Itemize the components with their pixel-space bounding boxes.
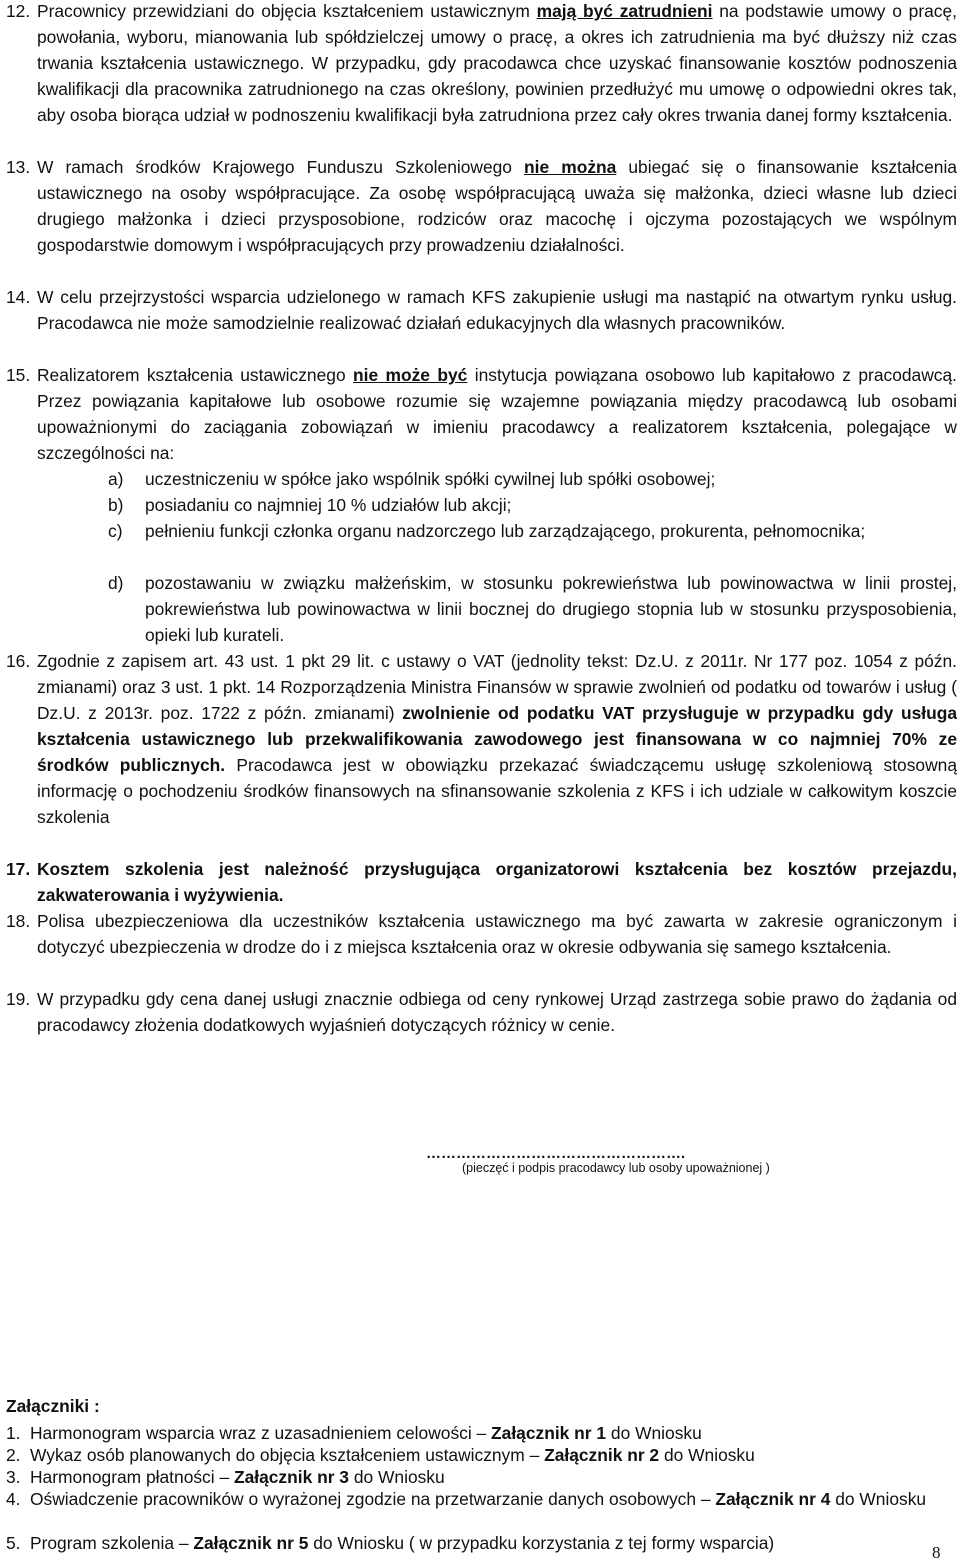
paragraph-number: 19. bbox=[6, 989, 31, 1009]
signature-line: ……………………………………………. bbox=[426, 1145, 686, 1162]
subitem-d bbox=[108, 570, 957, 648]
paragraph-13 bbox=[6, 154, 957, 258]
attachment-number: 3. bbox=[6, 1467, 21, 1487]
paragraph-number: 16. bbox=[6, 651, 31, 671]
paragraph-text: Polisa ubezpieczeniowa dla uczestników kształcenia ustawicznego ma być zawarta w zakresie ograniczonym i dotyczyć ubezpieczenia w drodze do i z miejsca kształcenia oraz w okresie odbywania się samego kształcenia. bbox=[37, 911, 957, 957]
paragraph-17 bbox=[6, 856, 957, 908]
attachment-item: 3. Harmonogram płatności – Załącznik nr 3 do Wniosku bbox=[6, 1467, 445, 1487]
subitem-text: uczestniczeniu w spółce jako wspólnik spółki cywilnej lub spółki osobowej; bbox=[145, 469, 716, 489]
paragraph-12 bbox=[6, 0, 957, 128]
paragraph-19 bbox=[6, 986, 957, 1038]
subitem-c bbox=[108, 518, 957, 544]
paragraph-18 bbox=[6, 908, 957, 960]
subitem-text: pełnieniu funkcji członka organu nadzorczego lub zarządzającego, prokurenta, pełnomocnika; bbox=[145, 521, 866, 541]
attachment-item: 5. Program szkolenia – Załącznik nr 5 do Wniosku ( w przypadku korzystania z tej formy wsparcia) bbox=[6, 1533, 775, 1553]
subitem-a bbox=[108, 466, 957, 492]
subitem-label: a) bbox=[108, 469, 124, 489]
attachment-number: 1. bbox=[6, 1423, 21, 1443]
paragraph-number: 12. bbox=[6, 1, 31, 21]
paragraph-14 bbox=[6, 284, 957, 336]
attachment-number: 4. bbox=[6, 1489, 21, 1509]
paragraph-text: W celu przejrzystości wsparcia udzielonego w ramach KFS zakupienie usługi ma nastąpić na otwartym rynku usług. Pracodawca nie może samodzielnie realizować działań edukacyjnych dla własnych pracowników. bbox=[37, 287, 957, 333]
paragraph-16 bbox=[6, 648, 957, 830]
emphasis-text: nie można bbox=[524, 157, 617, 177]
paragraph-text: Pracownicy przewidziani do objęcia kształceniem ustawicznym mają być zatrudnieni na podstawie umowy o pracę, powołania, wyboru, mianowania lub spółdzielczej umowy o pracę, a okres ich zatrudnienia ma być dłuższy niż czas trwania kształcenia ustawicznego. W przypadku, gdy pracodawca chce uzyskać finansowanie kosztów podnoszenia kwalifikacji dla pracownika zatrudnionego na czas określony, powinien przedłużyć mu umowę o odpowiedni okres tak, aby osoba biorąca udział w podnoszeniu kwalifikacji była zatrudniona przez cały okres trwania danej formy kształcenia. bbox=[37, 1, 957, 125]
attachment-number: 5. bbox=[6, 1533, 21, 1553]
subitem-label: d) bbox=[108, 573, 124, 593]
attachment-item: 2. Wykaz osób planowanych do objęcia kształceniem ustawicznym – Załącznik nr 2 do Wniosku bbox=[6, 1445, 755, 1465]
emphasis-text: nie może być bbox=[353, 365, 468, 385]
subitem-label: c) bbox=[108, 521, 123, 541]
paragraph-text: W przypadku gdy cena danej usługi znacznie odbiega od ceny rynkowej Urząd zastrzega sobie prawo do żądania od pracodawcy złożenia dodatkowych wyjaśnień dotyczących różnicy w cenie. bbox=[37, 989, 957, 1035]
attachment-number: 2. bbox=[6, 1445, 21, 1465]
attachment-item: 4. Oświadczenie pracowników o wyrażonej zgodzie na przetwarzanie danych osobowych – Załącznik nr 4 do Wniosku bbox=[6, 1489, 927, 1509]
paragraph-text: Realizatorem kształcenia ustawicznego nie może być instytucja powiązana osobowo lub kapitałowo z pracodawcą. Przez powiązania kapitałowe lub osobowe rozumie się wzajemne powiązania między pracodawcą lub osobami upoważnionymi do zaciągania zobowiązań w imieniu pracodawcy a realizatorem kształcenia, polegające w szczególności na: bbox=[37, 365, 957, 463]
paragraph-text: Zgodnie z zapisem art. 43 ust. 1 pkt 29 lit. c ustawy o VAT (jednolity tekst: Dz.U. z 2011r. Nr 177 poz. 1054 z późn. zmianami) oraz 3 ust. 1 pkt. 14 Rozporządzenia Ministra Finansów w sprawie zwolnień od podatku od towarów i usług ( Dz.U. z 2013r. poz. 1722 z późn. zmianami) zwolnienie od podatku VAT przysługuje w przypadku gdy usługa kształcenia ustawicznego lub przekwalifikowania zawodowego jest finansowana w co najmniej 70% ze środków publicznych. Pracodawca jest w obowiązku przekazać świadczącemu usługę szkoleniową stosowną informację o pochodzeniu środków finansowych na sfinansowanie szkolenia z KFS i ich udziale w całkowitym koszcie szkolenia bbox=[37, 651, 957, 827]
paragraph-text: W ramach środków Krajowego Funduszu Szkoleniowego nie można ubiegać się o finansowanie kształcenia ustawicznego na osoby współpracujące. Za osobę współpracującą uważa się małżonka, dzieci własne lub dzieci drugiego małżonka i dzieci przysposobione, rodziców oraz macochę i ojczyma pozostających we wspólnym gospodarstwie domowym i współpracujących przy prowadzeniu działalności. bbox=[37, 157, 957, 255]
paragraph-15 bbox=[6, 362, 957, 466]
subitem-label: b) bbox=[108, 495, 124, 515]
attachment-item: 1. Harmonogram wsparcia wraz z uzasadnieniem celowości – Załącznik nr 1 do Wniosku bbox=[6, 1423, 702, 1443]
subitem-text: posiadaniu co najmniej 10 % udziałów lub akcji; bbox=[145, 495, 512, 515]
attachments-heading: Załączniki : bbox=[6, 1396, 100, 1416]
subitem-text: pozostawaniu w związku małżeńskim, w stosunku pokrewieństwa lub powinowactwa w linii prostej, pokrewieństwa lub powinowactwa w linii bocznej do drugiego stopnia lub w stosunku przysposobienia, opieki lub kurateli. bbox=[145, 573, 957, 645]
paragraph-text: Kosztem szkolenia jest należność przysługująca organizatorowi kształcenia bez kosztów przejazdu, zakwaterowania i wyżywienia. bbox=[37, 859, 957, 905]
emphasis-text: zwolnienie od podatku VAT przysługuje w przypadku gdy usługa kształcenia ustawicznego lub przekwalifikowania zawodowego jest finansowana w co najmniej 70% ze środków publicznych. bbox=[37, 703, 957, 775]
page-number: 8 bbox=[932, 1543, 941, 1562]
paragraph-number: 13. bbox=[6, 157, 31, 177]
paragraph-number: 14. bbox=[6, 287, 31, 307]
emphasis-text: mają być zatrudnieni bbox=[536, 1, 713, 21]
signature-caption: (pieczęć i podpis pracodawcy lub osoby upoważnionej ) bbox=[462, 1161, 770, 1175]
paragraph-number: 17. bbox=[6, 859, 31, 879]
subitem-b bbox=[108, 492, 957, 518]
paragraph-number: 15. bbox=[6, 365, 31, 385]
paragraph-number: 18. bbox=[6, 911, 31, 931]
